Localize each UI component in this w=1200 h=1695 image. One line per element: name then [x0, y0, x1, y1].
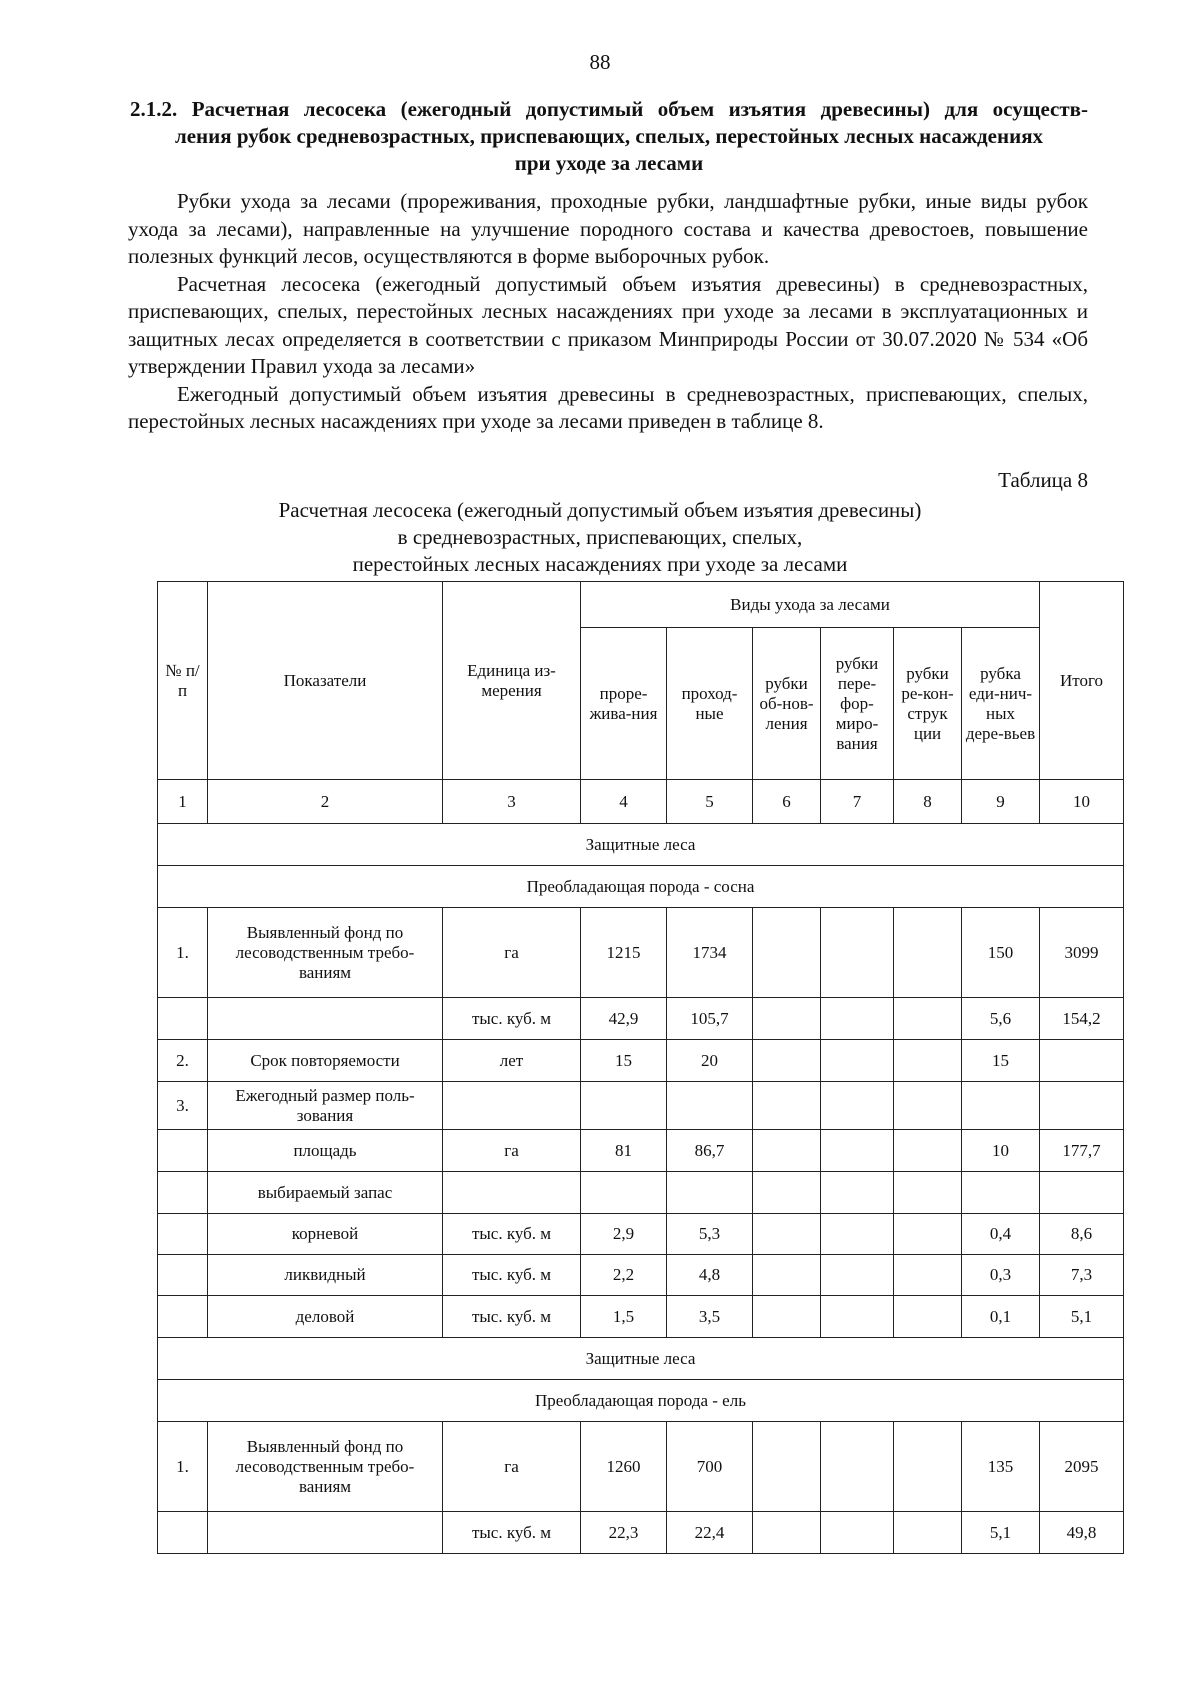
reformation-value [821, 1255, 894, 1296]
table-row [158, 908, 1124, 998]
header-num: № п/п [158, 582, 208, 780]
renewal-value [753, 1130, 821, 1172]
reformation-value [821, 1296, 894, 1338]
passage-value: 3,5 [667, 1296, 753, 1338]
table-row [158, 1082, 1124, 1130]
total-value [1040, 1082, 1124, 1130]
row-number: 1. [158, 908, 208, 998]
total-value: 49,8 [1040, 1512, 1124, 1554]
table-row [158, 1214, 1124, 1255]
row-number: 2. [158, 1040, 208, 1082]
paragraph: Расчетная лесосека (ежегодный допустимый объем изъятия древесины) в средневозрастных, приспевающих, спелых, перестойных лесных насаждениях при уходе за лесами в эксплуатационных и защитных лесах определяется в соответствии с приказом Минприроды России от 30.07.2020 № 534 «Об утверждении Правил ухода за лесами» [128, 271, 1088, 378]
passage-value: 4,8 [667, 1255, 753, 1296]
reformation-value [821, 998, 894, 1040]
single-trees-value [962, 1082, 1040, 1130]
table-caption-line-2: в средневозрастных, приспевающих, спелых, [397, 525, 803, 549]
renewal-value [753, 1422, 821, 1512]
passage-value [667, 1082, 753, 1130]
column-number: 2 [208, 780, 443, 824]
reformation-value [821, 1082, 894, 1130]
forest-type-row [158, 1338, 1124, 1380]
indicator [208, 1512, 443, 1554]
paragraph: Ежегодный допустимый объем изъятия древесины в средневозрастных, приспевающих, спелых, перестойных лесных насаждениях при уходе за лесами приведен в таблице 8. [128, 381, 1088, 433]
reformation-value [821, 1512, 894, 1554]
single-trees-value: 0,4 [962, 1214, 1040, 1255]
thinning-value: 81 [581, 1130, 667, 1172]
thinning-value [581, 1172, 667, 1214]
header-passage: проход-ные [667, 628, 753, 780]
passage-value [667, 1172, 753, 1214]
unit [443, 1082, 581, 1130]
renewal-value [753, 1512, 821, 1554]
total-value [1040, 1172, 1124, 1214]
table-caption [150, 497, 1050, 578]
indicator: Ежегодный размер поль-зования [208, 1082, 443, 1130]
column-number: 6 [753, 780, 821, 824]
renewal-value [753, 908, 821, 998]
table-caption-line-1: Расчетная лесосека (ежегодный допустимый объем изъятия древесины) [278, 498, 922, 522]
header-single-trees: рубка еди-нич-ных дере-вьев [962, 628, 1040, 780]
thinning-value: 1260 [581, 1422, 667, 1512]
thinning-value: 15 [581, 1040, 667, 1082]
forest-type: Защитные леса [158, 1338, 1124, 1380]
thinning-value [581, 1082, 667, 1130]
header-care-types: Виды ухода за лесами [581, 582, 1040, 628]
single-trees-value: 15 [962, 1040, 1040, 1082]
reconstruction-value [894, 1422, 962, 1512]
section-heading-line-3: при уходе за лесами [514, 151, 704, 175]
total-value [1040, 1040, 1124, 1082]
unit: тыс. куб. м [443, 998, 581, 1040]
table-row [158, 1255, 1124, 1296]
row-number [158, 1130, 208, 1172]
total-value: 8,6 [1040, 1214, 1124, 1255]
thinning-value: 2,9 [581, 1214, 667, 1255]
species-row [158, 1380, 1124, 1422]
renewal-value [753, 1172, 821, 1214]
column-number: 3 [443, 780, 581, 824]
table-row [158, 1040, 1124, 1082]
table-row [158, 1512, 1124, 1554]
passage-value: 1734 [667, 908, 753, 998]
table-header-row [158, 582, 1124, 628]
section-heading-line-1: 2.1.2. Расчетная лесосека (ежегодный допустимый объем изъятия древесины) для осуществ- [130, 97, 1088, 121]
renewal-value [753, 1082, 821, 1130]
thinning-value: 22,3 [581, 1512, 667, 1554]
row-number [158, 1296, 208, 1338]
single-trees-value: 0,3 [962, 1255, 1040, 1296]
row-number [158, 1214, 208, 1255]
column-number: 7 [821, 780, 894, 824]
unit: тыс. куб. м [443, 1512, 581, 1554]
thinning-value: 2,2 [581, 1255, 667, 1296]
header-reformation: рубки пере-фор-миро-вания [821, 628, 894, 780]
unit: тыс. куб. м [443, 1255, 581, 1296]
reformation-value [821, 1172, 894, 1214]
renewal-value [753, 1214, 821, 1255]
indicator: Выявленный фонд по лесоводственным требо-ваниям [208, 1422, 443, 1512]
column-number: 5 [667, 780, 753, 824]
unit: тыс. куб. м [443, 1214, 581, 1255]
passage-value: 5,3 [667, 1214, 753, 1255]
unit: га [443, 908, 581, 998]
thinning-value: 42,9 [581, 998, 667, 1040]
passage-value: 700 [667, 1422, 753, 1512]
renewal-value [753, 1255, 821, 1296]
total-value: 154,2 [1040, 998, 1124, 1040]
row-number [158, 998, 208, 1040]
table-row [158, 1172, 1124, 1214]
paragraph: Рубки ухода за лесами (прореживания, проходные рубки, ландшафтные рубки, иные виды рубок ухода за лесами), направленные на улучшение породного состава и качества древостоев, повышение полезных функций лесов, осуществляются в форме выборочных рубок. [128, 189, 1088, 268]
header-thinning: проре-жива-ния [581, 628, 667, 780]
column-number: 1 [158, 780, 208, 824]
column-number: 8 [894, 780, 962, 824]
reconstruction-value [894, 1296, 962, 1338]
total-value: 7,3 [1040, 1255, 1124, 1296]
indicator: Выявленный фонд по лесоводственным требо-ваниям [208, 908, 443, 998]
total-value: 3099 [1040, 908, 1124, 998]
column-number-row [158, 780, 1124, 824]
reconstruction-value [894, 1040, 962, 1082]
total-value: 5,1 [1040, 1296, 1124, 1338]
table-row [158, 1422, 1124, 1512]
table-row [158, 1130, 1124, 1172]
row-number [158, 1512, 208, 1554]
reconstruction-value [894, 998, 962, 1040]
indicator: площадь [208, 1130, 443, 1172]
reformation-value [821, 1130, 894, 1172]
single-trees-value: 150 [962, 908, 1040, 998]
total-value: 2095 [1040, 1422, 1124, 1512]
indicator: Срок повторяемости [208, 1040, 443, 1082]
header-total: Итого [1040, 582, 1124, 780]
reconstruction-value [894, 908, 962, 998]
column-number: 9 [962, 780, 1040, 824]
row-number: 1. [158, 1422, 208, 1512]
column-number: 10 [1040, 780, 1124, 824]
dominant-species: Преобладающая порода - ель [158, 1380, 1124, 1422]
table-row [158, 998, 1124, 1040]
renewal-value [753, 998, 821, 1040]
page-number: 88 [589, 50, 611, 74]
reformation-value [821, 908, 894, 998]
single-trees-value: 5,1 [962, 1512, 1040, 1554]
section-heading [130, 96, 1088, 177]
total-value: 177,7 [1040, 1130, 1124, 1172]
section-heading-line-2: ления рубок средневозрастных, приспевающих, спелых, перестойных лесных насаждениях [174, 124, 1044, 148]
unit [443, 1172, 581, 1214]
single-trees-value: 10 [962, 1130, 1040, 1172]
single-trees-value: 0,1 [962, 1296, 1040, 1338]
forest-type-row [158, 824, 1124, 866]
reconstruction-value [894, 1214, 962, 1255]
column-number: 4 [581, 780, 667, 824]
reconstruction-value [894, 1512, 962, 1554]
header-unit: Единица из-мерения [443, 582, 581, 780]
unit: тыс. куб. м [443, 1296, 581, 1338]
table-caption-line-3: перестойных лесных насаждениях при уходе за лесами [352, 552, 848, 576]
thinning-value: 1215 [581, 908, 667, 998]
passage-value: 105,7 [667, 998, 753, 1040]
reconstruction-value [894, 1130, 962, 1172]
indicator: выбираемый запас [208, 1172, 443, 1214]
table-label: Таблица 8 [998, 468, 1088, 492]
indicator: деловой [208, 1296, 443, 1338]
header-renewal: рубки об-нов-ления [753, 628, 821, 780]
single-trees-value: 135 [962, 1422, 1040, 1512]
renewal-value [753, 1296, 821, 1338]
passage-value: 22,4 [667, 1512, 753, 1554]
indicator: корневой [208, 1214, 443, 1255]
single-trees-value: 5,6 [962, 998, 1040, 1040]
row-number: 3. [158, 1082, 208, 1130]
indicator: ликвидный [208, 1255, 443, 1296]
single-trees-value [962, 1172, 1040, 1214]
renewal-value [753, 1040, 821, 1082]
header-reconstruction: рубки ре-кон-струк ции [894, 628, 962, 780]
row-number [158, 1255, 208, 1296]
reformation-value [821, 1040, 894, 1082]
thinning-value: 1,5 [581, 1296, 667, 1338]
dominant-species: Преобладающая порода - сосна [158, 866, 1124, 908]
reconstruction-value [894, 1255, 962, 1296]
species-row [158, 866, 1124, 908]
logging-table [157, 581, 1124, 1554]
reconstruction-value [894, 1082, 962, 1130]
passage-value: 86,7 [667, 1130, 753, 1172]
reformation-value [821, 1422, 894, 1512]
forest-type: Защитные леса [158, 824, 1124, 866]
unit: га [443, 1422, 581, 1512]
unit: лет [443, 1040, 581, 1082]
passage-value: 20 [667, 1040, 753, 1082]
reformation-value [821, 1214, 894, 1255]
body-text [128, 188, 1088, 436]
header-indicator: Показатели [208, 582, 443, 780]
unit: га [443, 1130, 581, 1172]
reconstruction-value [894, 1172, 962, 1214]
indicator [208, 998, 443, 1040]
row-number [158, 1172, 208, 1214]
table-row [158, 1296, 1124, 1338]
